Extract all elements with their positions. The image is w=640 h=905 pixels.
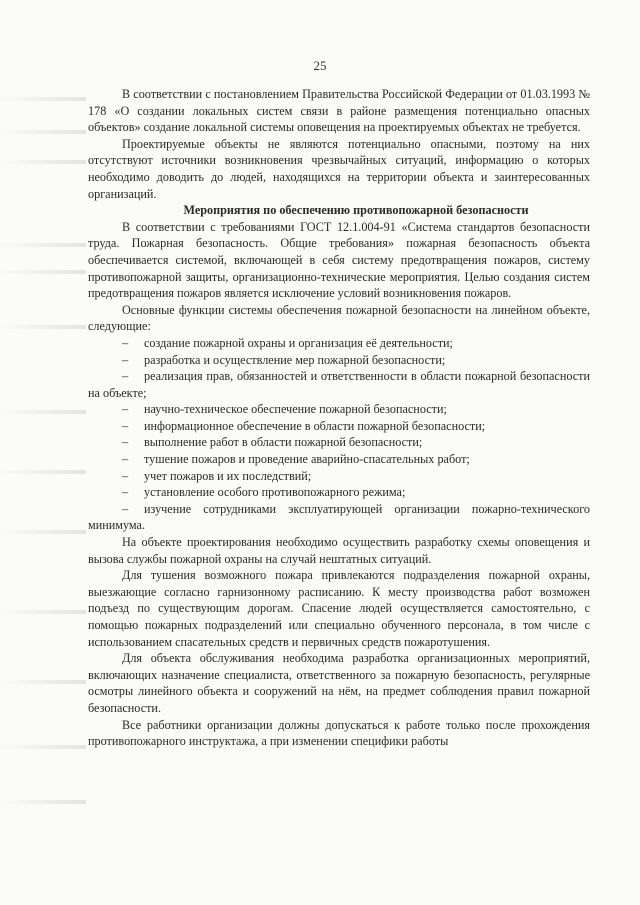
document-body <box>88 86 590 750</box>
list-item: – выполнение работ в области пожарной безопасности; <box>122 435 423 450</box>
margin-bleed-mark <box>0 745 86 749</box>
page-number: 25 <box>313 58 327 73</box>
margin-bleed-mark <box>0 800 86 804</box>
list-item: – научно-техническое обеспечение пожарной безопасности; <box>122 402 447 417</box>
section-heading: Мероприятия по обеспечению противопожарной безопасности <box>183 203 529 218</box>
list-item: – информационное обеспечение в области пожарной безопасности; <box>122 418 486 433</box>
paragraph: Для объекта обслуживания необходима разработка организационных мероприятий, включающих назначение специалиста, ответственного за пожарную безопасность, регулярные осмотры линейного объекта и сооружений на нём, на предмет соблюдения правил пожарной безопасности. <box>88 651 590 715</box>
functions-list <box>88 335 590 534</box>
paragraph: На объекте проектирования необходимо осуществить разработку схемы оповещения и вызова службы пожарной охраны на случай нештатных ситуаций. <box>88 535 590 566</box>
margin-bleed-mark <box>0 270 86 274</box>
margin-bleed-mark <box>0 325 86 329</box>
paragraph: Для тушения возможного пожара привлекаются подразделения пожарной охраны, выезжающие согласно гарнизонному расписанию. К месту производства работ возможен подъезд по существующим дорогам. Спасение людей осуществляется самостоятельно, с помощью пожарных подразделений или специально обученного персонала, в том числе с использованием спасательных средств и первичных средств пожаротушения. <box>88 568 590 649</box>
margin-bleed-mark <box>0 410 86 414</box>
list-item: – изучение сотрудниками эксплуатирующей организации пожарно-технического минимума. <box>88 501 590 533</box>
list-item: – разработка и осуществление мер пожарной безопасности; <box>122 352 446 367</box>
margin-bleed-mark <box>0 243 86 247</box>
paragraph: Все работники организации должны допускаться к работе только после прохождения противопожарного инструктажа, а при изменении специфики работы <box>88 717 590 749</box>
list-item: – тушение пожаров и проведение аварийно-спасательных работ; <box>122 452 470 467</box>
margin-bleed-mark <box>0 470 86 474</box>
margin-bleed-mark <box>0 160 86 164</box>
margin-bleed-mark <box>0 530 86 534</box>
list-item: – создание пожарной охраны и организация её деятельности; <box>122 335 453 350</box>
margin-bleed-mark <box>0 97 86 101</box>
paragraph: В соответствии с постановлением Правительства Российской Федерации от 01.03.1993 № 178 «О создании локальных систем связи в районе размещения потенциально опасных объектов» создание локальной системы оповещения на проектируемых объектах не требуется. <box>88 87 590 135</box>
list-item: – реализация прав, обязанностей и ответственности в области пожарной безопасности на объекте; <box>88 369 590 400</box>
margin-bleed-mark <box>0 130 86 134</box>
margin-bleed-mark <box>0 680 86 684</box>
list-item: – учет пожаров и их последствий; <box>122 468 312 483</box>
margin-bleed-mark <box>0 610 86 614</box>
list-item: – установление особого противопожарного режима; <box>122 485 406 500</box>
paragraph: Проектируемые объекты не являются потенциально опасными, поэтому на них отсутствуют источники возникновения чрезвычайных ситуаций, информацию о которых необходимо доводить до людей, находящихся на территории объекта и заинтересованных организаций. <box>88 136 590 201</box>
paragraph: Основные функции системы обеспечения пожарной безопасности на линейном объекте, следующие: <box>88 302 590 334</box>
paragraph: В соответствии с требованиями ГОСТ 12.1.004-91 «Система стандартов безопасности труда. Пожарная безопасность. Общие требования» пожарная безопасность объекта обеспечивается системой, включающей в себя систему предотвращения пожаров, систему противопожарной защиты, организационно-технические мероприятия. Целью создания систем предотвращения пожаров является исключение условий возникновения пожаров. <box>88 219 590 301</box>
